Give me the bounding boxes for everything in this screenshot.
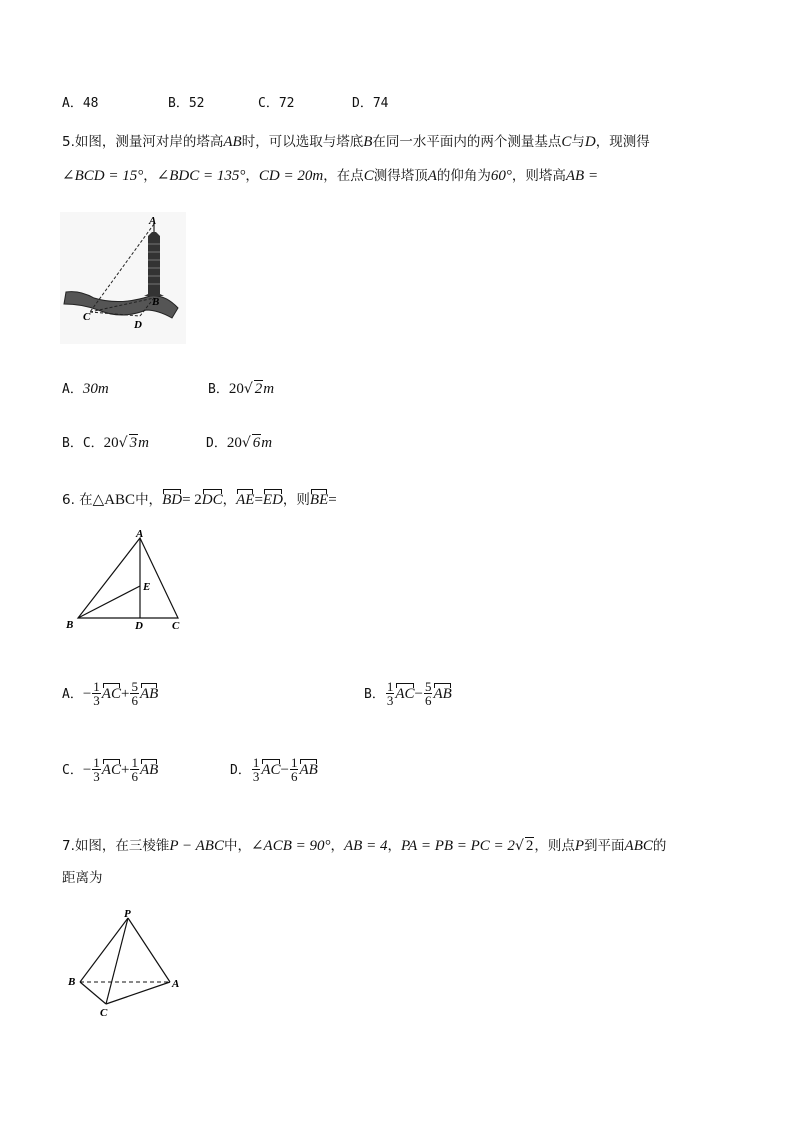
q6-option-b: B． $\frac{1}{3}$ AC− $\frac{5}{6}$ AB	[364, 679, 452, 708]
q6-stem: 6. 在△ABC中，BD= 2DC，AE=ED，则BE=	[62, 492, 337, 508]
q6-label-c: C	[172, 620, 180, 632]
q6-label-a: A	[136, 530, 144, 540]
q5-stem-line2: ∠BCD = 15°，∠BDC = 135°，CD = 20m，在点C测得塔顶A的仰角为60°，则塔高AB =	[62, 168, 599, 184]
q5-option-d: D．20√ 6m	[206, 435, 273, 451]
q6-triangle-figure	[62, 530, 192, 632]
q7-label-c: C	[100, 1007, 108, 1019]
q5-option-a: A．30m	[62, 381, 109, 397]
q5-label-a: A	[149, 215, 157, 227]
q7-label-p: P	[124, 908, 131, 920]
q5-option-b: B．20√ 2m	[208, 381, 275, 397]
q7-label-b: B	[68, 976, 76, 988]
q6-option-a: A．− $\frac{1}{3}$ AC+ $\frac{5}{6}$ AB	[62, 679, 159, 708]
q5-label-d: D	[134, 319, 142, 331]
q7-stem-line1: 7.如图，在三棱锥P − ABC中，∠ACB = 90°，AB = 4，PA = PB = PC = 2√ 2，则点P到平面ABC的	[62, 838, 667, 854]
q4-option-b: B．52	[168, 96, 205, 111]
q6-label-d: D	[135, 620, 143, 632]
q7-pyramid-figure	[62, 908, 192, 1020]
q6-option-c: C．− $\frac{1}{3}$ AC+ $\frac{1}{6}$ AB	[62, 755, 159, 784]
q7-label-a: A	[172, 978, 180, 990]
q6-option-d: D． $\frac{1}{3}$ AC− $\frac{1}{6}$ AB	[230, 755, 318, 784]
q6-label-b: B	[66, 619, 74, 631]
q6-label-e: E	[143, 581, 151, 593]
q5-label-c: C	[83, 311, 91, 323]
q5-tower-figure	[60, 212, 186, 344]
q7-stem-line2: 距离为	[62, 870, 103, 886]
q5-label-b: B	[152, 296, 160, 308]
q4-option-c: C．72	[258, 96, 295, 111]
q4-option-a: A．48	[62, 96, 99, 111]
q5-stem-line1: 5.如图，测量河对岸的塔高AB时，可以选取与塔底B在同一水平面内的两个测量基点C与D，现测得	[62, 134, 650, 150]
q5-option-c: B．C．20√ 3m	[62, 435, 149, 451]
q4-option-d: D．74	[352, 96, 389, 111]
